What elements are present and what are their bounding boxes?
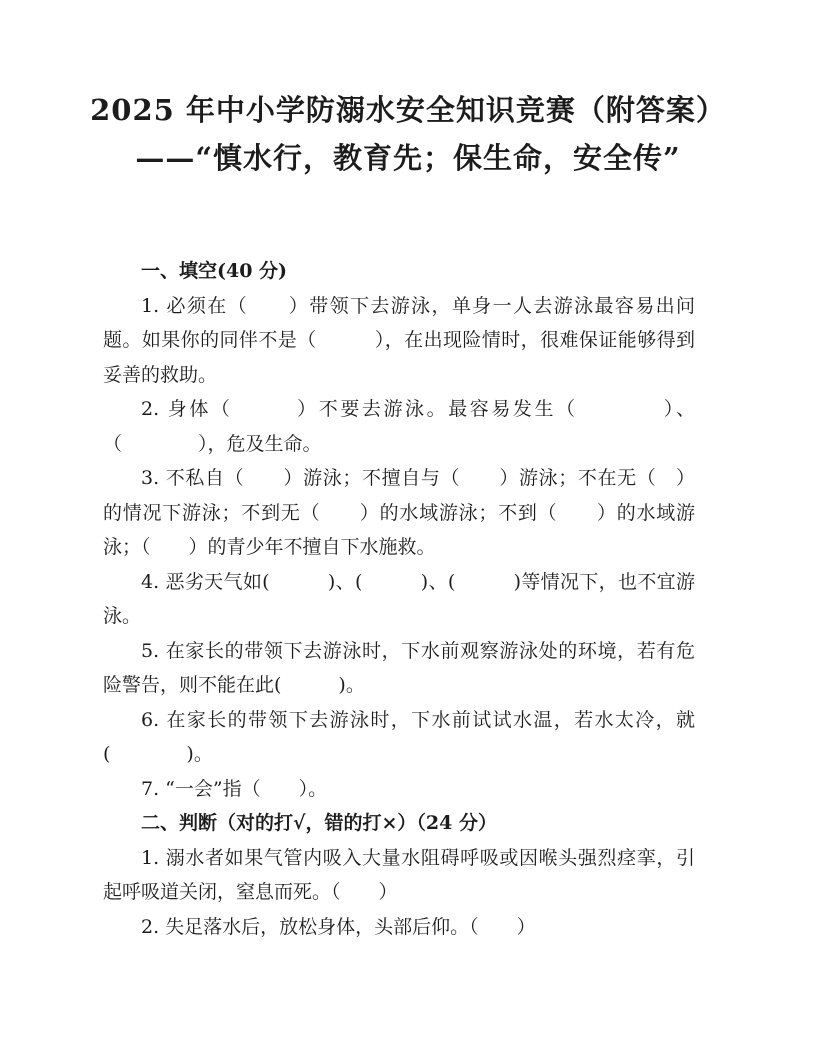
section-1-question-4: 4. 恶劣天气如( )、( )、( )等情况下，也不宜游泳。: [103, 570, 695, 627]
section-1-question-7: 7. “一会”指（ ）。: [141, 777, 328, 800]
section-1-question-5: 5. 在家长的带领下去游泳时，下水前观察游泳处的环境，若有危险警告，则不能在此( )。: [103, 639, 695, 696]
section-2-heading: 二、判断（对的打√，错的打×）（24 分）: [141, 812, 497, 834]
document-title: [0, 0, 816, 182]
title-line-2: ——“慎水行，教育先；保生命，安全传”: [135, 141, 681, 175]
section-2-question-1: 1. 溺水者如果气管内吸入大量水阻碍呼吸或因喉头强烈痉挛，引起呼吸道关闭，窒息而死。（ ）: [103, 846, 695, 903]
title-line-1: 2025 年中小学防溺水安全知识竞赛（附答案）: [90, 93, 726, 127]
document-body: [103, 254, 695, 944]
section-1-question-3: 3. 不私自（ ）游泳；不擅自与（ ）游泳；不在无（ ）的情况下游泳；不到无（ ）的水域游泳；不到（ ）的水域游泳；（ ）的青少年不擅自下水施救。: [103, 467, 695, 558]
section-1-question-6: 6. 在家长的带领下去游泳时，下水前试试水温，若水太冷，就( )。: [103, 708, 695, 765]
section-1-heading: 一、填空(40 分): [141, 260, 288, 282]
section-1-question-2: 2. 身体（ ）不要去游泳。最容易发生（ ）、（ ），危及生命。: [103, 398, 695, 455]
section-1-question-1: 1. 必须在（ ）带领下去游泳，单身一人去游泳最容易出问题。如果你的同伴不是（ ），在出现险情时，很难保证能够得到妥善的救助。: [103, 294, 695, 386]
section-2-question-2: 2. 失足落水后，放松身体，头部后仰。（ ）: [141, 915, 536, 938]
